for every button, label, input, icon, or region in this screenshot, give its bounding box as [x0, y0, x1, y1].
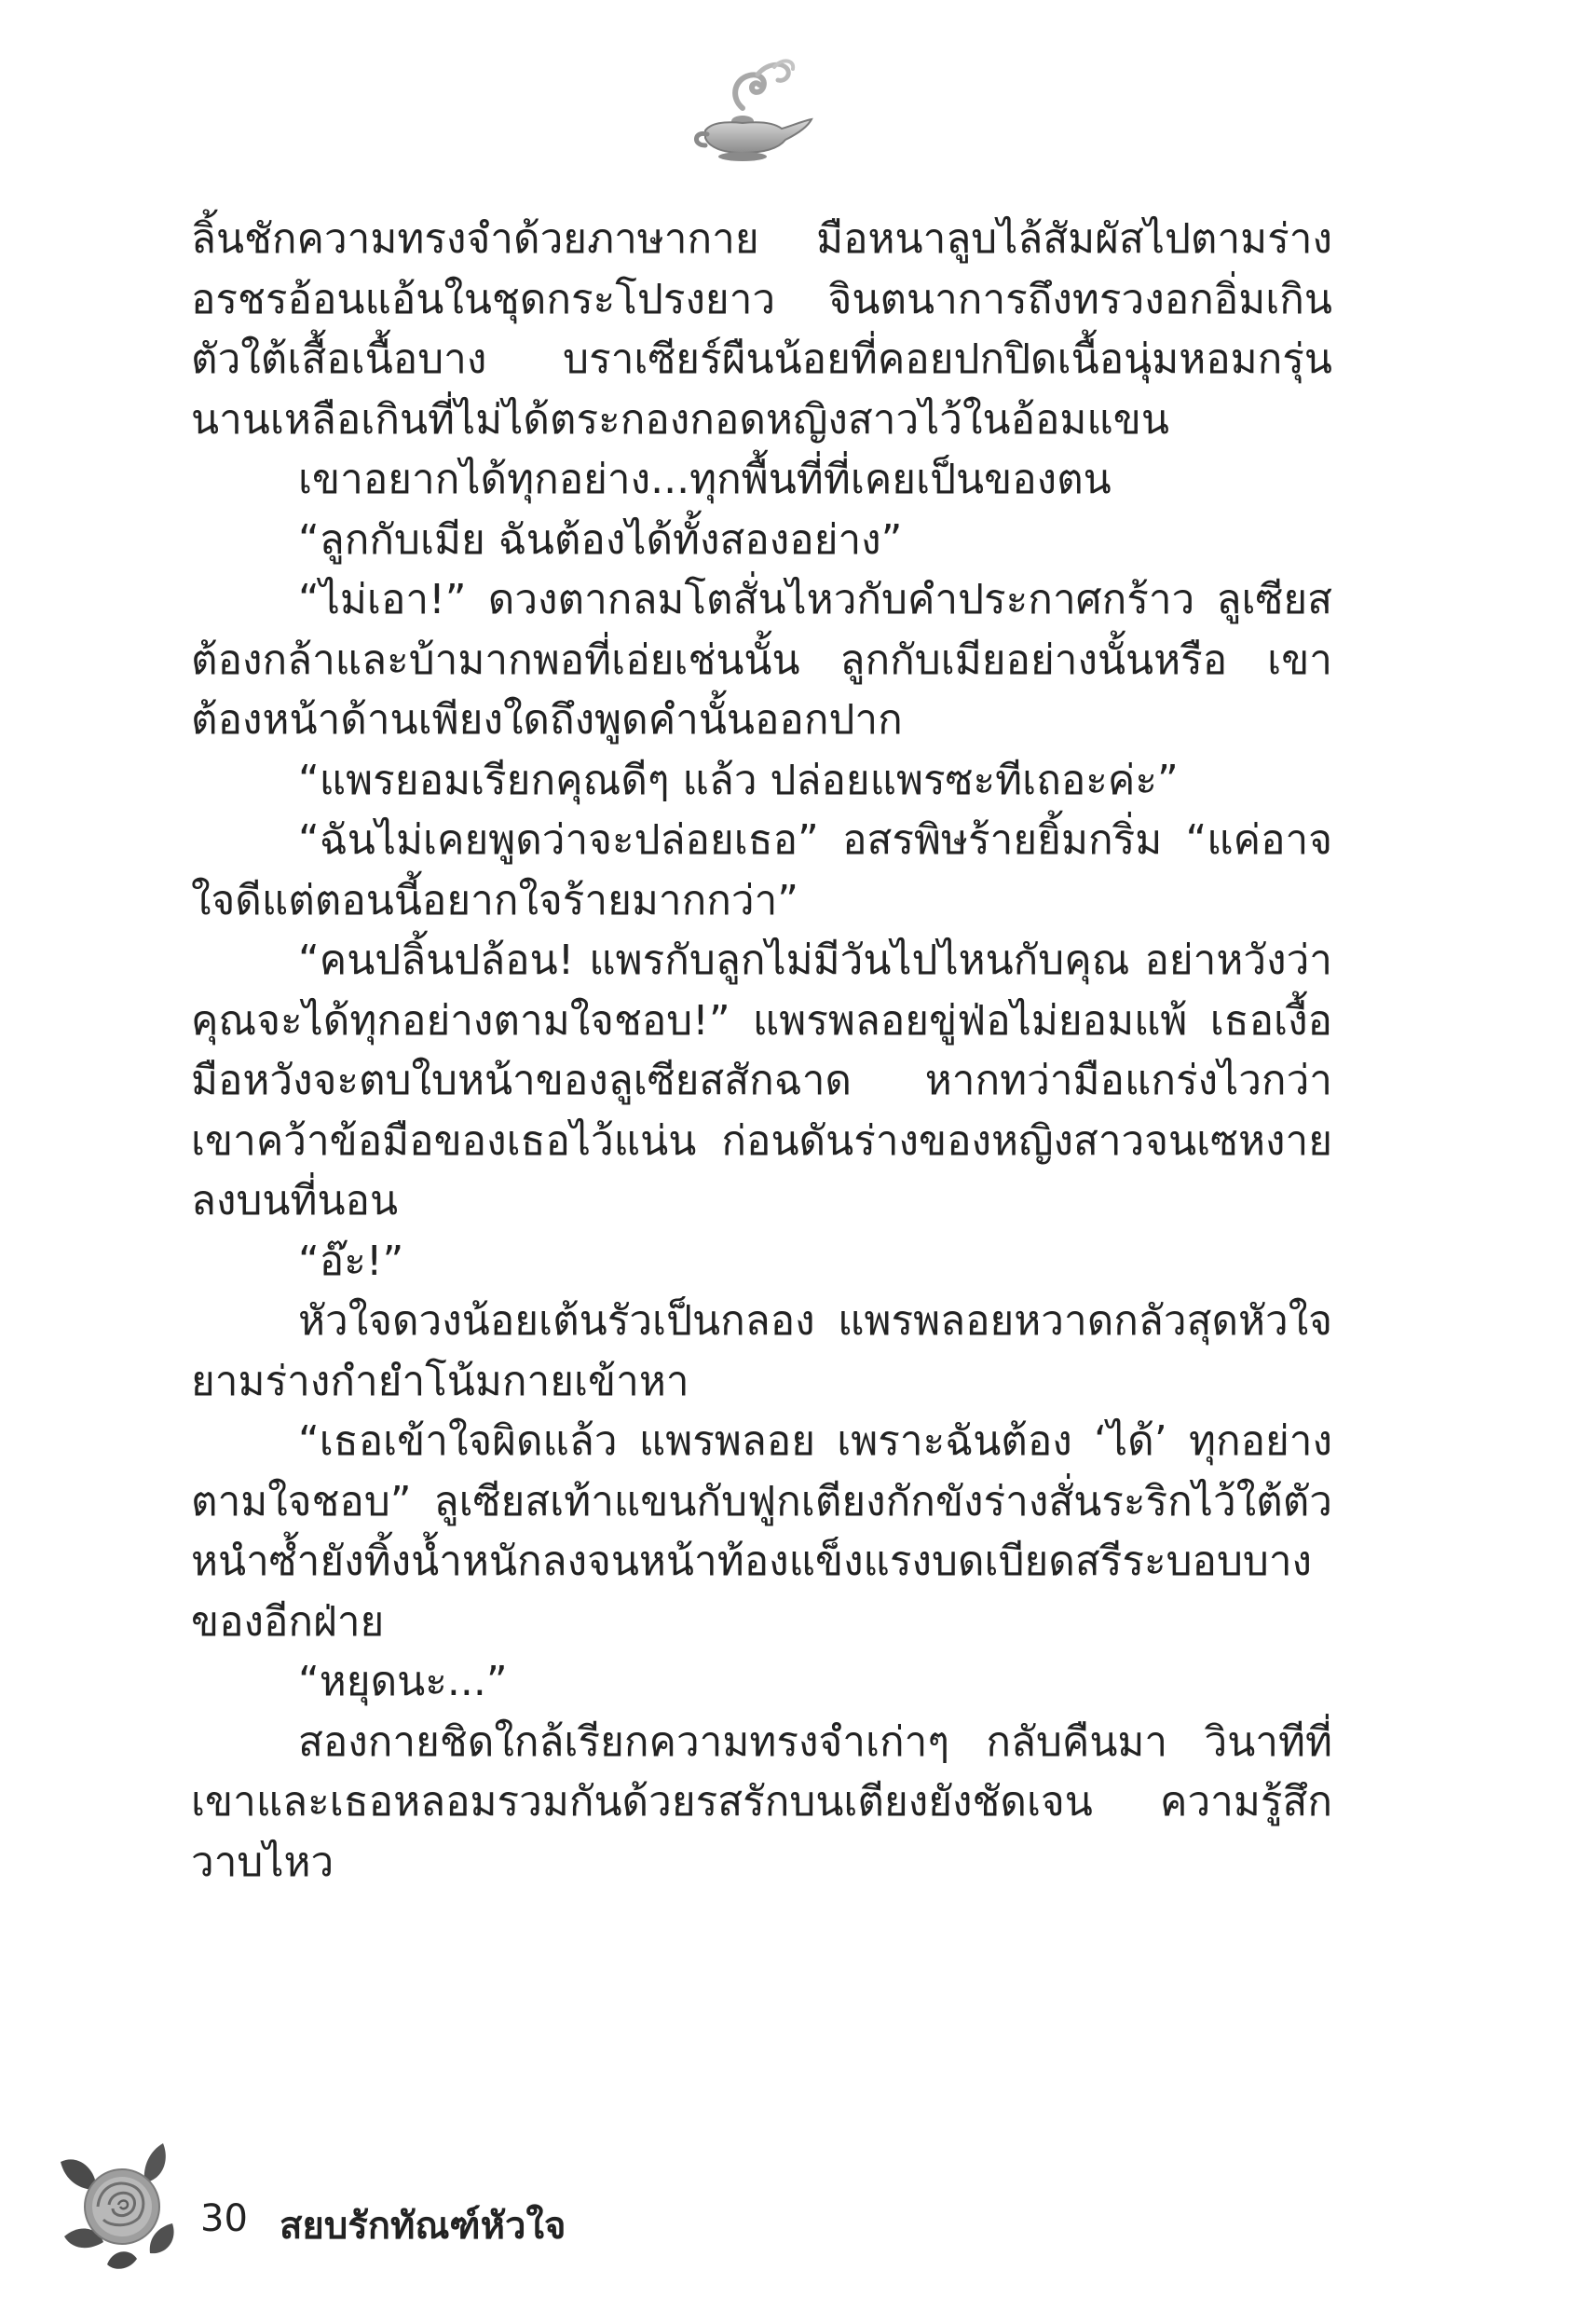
paragraph: “ไม่เอา!” ดวงตากลมโตสั่นไหวกับคำประกาศกร้าว ลูเซียสต้องกล้าและบ้ามากพอที่เอ่ยเช่นนั้น ลูกกับเมียอย่างนั้นหรือ เขาต้องหน้าด้านเพียงใดถึงพูดคำนั้นออกปาก	[191, 576, 1332, 744]
paragraph: “แพรยอมเรียกคุณดีๆ แล้ว ปล่อยแพรซะทีเถอะค่ะ”	[298, 756, 1179, 804]
book-title: สยบรักทัณฑ์หัวใจ	[280, 2205, 566, 2248]
paragraph: เขาอยากได้ทุกอย่าง...ทุกพื้นที่ที่เคยเป็นของตน	[298, 456, 1112, 503]
paragraph: ลิ้นชักความทรงจำด้วยภาษากาย มือหนาลูบไล้สัมผัสไปตามร่างอรชรอ้อนแอ้นในชุดกระโปรงยาว จินตนาการถึงทรวงอกอิ่มเกินตัวใต้เสื้อเนื้อบาง บราเซียร์ผืนน้อยที่คอยปกปิดเนื้อนุ่มหอมกรุ่น นานเหลือเกินที่ไม่ได้ตระกองกอดหญิงสาวไว้ในอ้อมแขน	[191, 215, 1332, 444]
paragraph: “เธอเข้าใจผิดแล้ว แพรพลอย เพราะฉันต้อง ‘ได้’ ทุกอย่างตามใจชอบ” ลูเซียสเท้าแขนกับฟูกเตียงกักขังร่างสั่นระริกไว้ใต้ตัวหนำซ้ำยังทิ้งน้ำหนักลงจนหน้าท้องแข็งแรงบดเบียดสรีระบอบบางของอีกฝ่าย	[191, 1417, 1332, 1646]
rose-icon	[51, 2134, 191, 2274]
genie-lamp-ornament-icon	[685, 54, 825, 166]
page-number: 30	[200, 2197, 248, 2240]
paragraph: “ฉันไม่เคยพูดว่าจะปล่อยเธอ” อสรพิษร้ายยิ้มกริ่ม “แค่อาจใจดีแต่ตอนนี้อยากใจร้ายมากกว่า”	[191, 816, 1332, 924]
paragraph: “คนปลิ้นปล้อน! แพรกับลูกไม่มีวันไปไหนกับคุณ อย่าหวังว่าคุณจะได้ทุกอย่างตามใจชอบ!” แพรพลอยขู่ฟ่อไม่ยอมแพ้ เธอเงื้อมือหวังจะตบใบหน้าของลูเซียสสักฉาด หากทว่ามือแกร่งไวกว่า เขาคว้าข้อมือของเธอไว้แน่น ก่อนดันร่างของหญิงสาวจนเซหงายลงบนที่นอน	[191, 937, 1332, 1224]
paragraph: “อ๊ะ!”	[298, 1237, 404, 1285]
paragraph: หัวใจดวงน้อยเต้นรัวเป็นกลอง แพรพลอยหวาดกลัวสุดหัวใจยามร่างกำยำโน้มกายเข้าหา	[191, 1297, 1332, 1405]
paragraph: สองกายชิดใกล้เรียกความทรงจำเก่าๆ กลับคืนมา วินาทีที่เขาและเธอหลอมรวมกันด้วยรสรักบนเตียงยังชัดเจน ความรู้สึกวาบไหว	[191, 1717, 1332, 1886]
paragraph: “หยุดนะ...”	[298, 1658, 508, 1705]
body-text	[191, 210, 1332, 1893]
page-footer	[0, 2134, 1596, 2274]
paragraph: “ลูกกับเมีย ฉันต้องได้ทั้งสองอย่าง”	[298, 515, 903, 564]
